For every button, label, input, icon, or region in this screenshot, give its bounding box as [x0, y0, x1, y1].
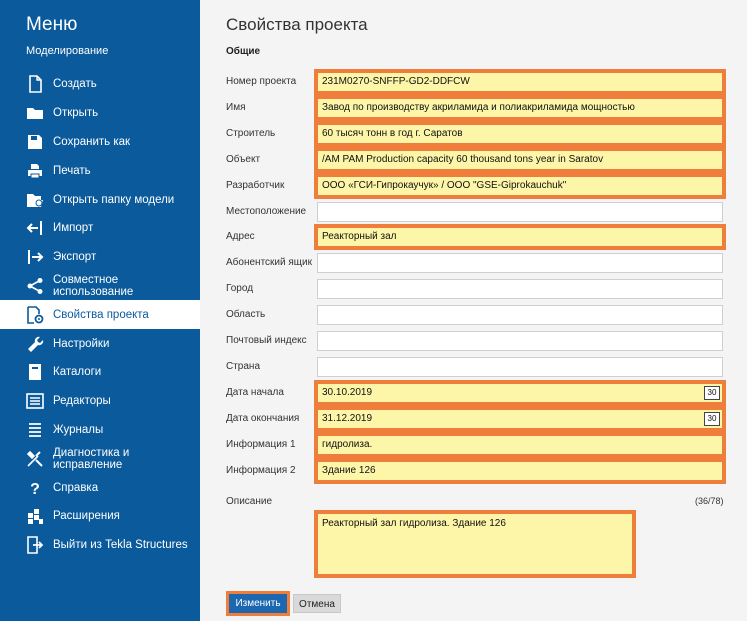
sidebar-item-label: Совместное использование: [53, 273, 134, 298]
sidebar-item-new-file[interactable]: [0, 70, 200, 99]
sidebar-item-exit[interactable]: [0, 531, 200, 560]
sidebar-item-project-properties[interactable]: [0, 300, 200, 329]
field-row: [226, 253, 726, 275]
export-icon: [26, 248, 44, 266]
sidebar-item-label: Печать: [53, 164, 91, 177]
wrench-icon: [26, 335, 44, 353]
extensions-icon: [26, 507, 44, 525]
field-row: [226, 435, 726, 457]
sidebar-item-label: Сохранить как: [53, 135, 131, 148]
new-file-icon: [26, 75, 44, 93]
sidebar-item-export[interactable]: [0, 243, 200, 272]
sidebar-item-label: Создать: [53, 78, 97, 91]
main-panel: [200, 0, 747, 621]
sidebar-item-logs[interactable]: [0, 416, 200, 445]
menu-subtitle: Моделирование: [26, 45, 109, 57]
sidebar-item-folder[interactable]: [0, 99, 200, 128]
description-textarea[interactable]: Реакторный зал гидролиза. Здание 126: [317, 513, 633, 575]
sidebar-item-label: Редакторы: [53, 395, 111, 408]
field-input[interactable]: [317, 253, 723, 273]
sidebar-item-label: Свойства проекта: [53, 308, 149, 321]
field-input[interactable]: [317, 409, 723, 429]
save-icon: [26, 133, 44, 151]
sidebar-item-label: Настройки: [53, 337, 110, 350]
folder-open-icon: [26, 191, 44, 209]
sidebar-item-label: Журналы: [53, 423, 104, 436]
field-row: [226, 72, 726, 94]
field-input[interactable]: [317, 98, 723, 118]
field-value: гидролиза.: [322, 438, 373, 450]
calendar-button[interactable]: 30: [704, 412, 720, 426]
field-row: [226, 383, 726, 405]
field-label: Имя: [226, 101, 246, 113]
field-input[interactable]: [317, 202, 723, 222]
sidebar-item-label: Открыть: [53, 107, 99, 120]
diagnostics-icon: [26, 450, 44, 468]
field-input[interactable]: [317, 435, 723, 455]
sidebar-item-help[interactable]: [0, 473, 200, 502]
field-label: Номер проекта: [226, 76, 297, 87]
field-label: Страна: [226, 360, 261, 372]
sidebar-item-label: Справка: [53, 481, 99, 494]
field-label: Дата окончания: [226, 412, 300, 424]
field-value: 31.12.2019: [322, 412, 373, 424]
field-value: /AM PAM Production capacity 60 thousand tons year in Saratov: [322, 153, 604, 165]
field-input[interactable]: [317, 383, 723, 403]
calendar-button[interactable]: 30: [704, 386, 720, 400]
field-input[interactable]: [317, 331, 723, 351]
sidebar-item-label: Открыть папку модели: [53, 193, 175, 206]
field-label: Почтовый индекс: [226, 335, 307, 346]
sidebar-item-label: Каталоги: [53, 366, 102, 379]
nav-list: [0, 70, 200, 560]
field-label: Строитель: [226, 127, 276, 139]
field-row: [226, 150, 726, 172]
change-button[interactable]: Изменить: [229, 594, 287, 613]
field-value: Реакторный зал: [322, 231, 397, 243]
sidebar-item-label: Расширения: [53, 510, 120, 523]
cancel-button[interactable]: Отмена: [293, 594, 341, 613]
svg-text:?: ?: [30, 480, 40, 497]
field-row: [226, 461, 726, 483]
field-input[interactable]: [317, 461, 723, 481]
field-row: [226, 279, 726, 301]
field-label: Объект: [226, 153, 261, 165]
field-row: [226, 409, 726, 431]
field-label: Разработчик: [226, 179, 285, 191]
field-value: 60 тысяч тонн в год г. Саратов: [322, 127, 463, 139]
field-label: Местоположение: [226, 205, 307, 217]
field-label: Дата начала: [226, 386, 284, 398]
field-row: [226, 98, 726, 120]
logs-icon: [26, 421, 44, 439]
sidebar-item-editors[interactable]: [0, 387, 200, 416]
sidebar-item-label: Экспорт: [53, 251, 97, 264]
sidebar-item-label: Выйти из Tekla Structures: [53, 539, 188, 552]
menu-title: Меню: [26, 14, 78, 35]
help-icon: [26, 479, 44, 497]
catalog-icon: [26, 363, 44, 381]
project-properties-icon: [26, 306, 44, 324]
field-value: 231M0270-SNFFP-GD2-DDFCW: [322, 76, 470, 87]
field-input[interactable]: [317, 124, 723, 144]
field-row: [226, 124, 726, 146]
field-label: Город: [226, 283, 254, 295]
field-value: Здание 126: [322, 464, 376, 476]
field-label: Область: [226, 309, 266, 321]
sidebar-item-label: Импорт: [53, 222, 94, 235]
field-label: Адрес: [226, 231, 255, 243]
field-input[interactable]: [317, 357, 723, 377]
folder-icon: [26, 104, 44, 122]
editors-icon: [26, 392, 44, 410]
share-icon: [26, 277, 44, 295]
sidebar-menu: [0, 0, 200, 621]
description-counter: (36/78): [695, 496, 724, 506]
field-input[interactable]: [317, 305, 723, 325]
field-value: 30.10.2019: [322, 386, 373, 398]
field-row: [226, 331, 726, 353]
sidebar-item-wrench[interactable]: [0, 329, 200, 358]
import-icon: [26, 219, 44, 237]
sidebar-item-save[interactable]: [0, 128, 200, 157]
field-value: Завод по производству акриламида и полиакриламида мощностью: [322, 101, 635, 113]
sidebar-item-folder-open[interactable]: [0, 185, 200, 214]
sidebar-item-diagnostics[interactable]: [0, 444, 200, 473]
sidebar-item-extensions[interactable]: [0, 502, 200, 531]
sidebar-item-label: Диагностика и исправление: [53, 446, 130, 471]
field-row: [226, 305, 726, 327]
field-input[interactable]: [317, 227, 723, 247]
field-label: Информация 2: [226, 464, 296, 476]
field-label: Абонентский ящик: [226, 257, 312, 269]
field-row: [226, 357, 726, 379]
field-input[interactable]: [317, 72, 723, 92]
sidebar-item-catalog[interactable]: [0, 358, 200, 387]
field-value: ООО «ГСИ-Гипрокаучук» / ООО "GSE-Giprokauchuk": [322, 179, 567, 191]
field-input[interactable]: [317, 150, 723, 170]
exit-icon: [26, 536, 44, 554]
description-label: Описание: [226, 496, 273, 507]
section-title: Общие: [226, 46, 261, 57]
page-title: Свойства проекта: [226, 15, 368, 34]
field-label: Информация 1: [226, 438, 296, 450]
sidebar-item-print[interactable]: [0, 156, 200, 185]
sidebar-item-share[interactable]: [0, 272, 200, 301]
sidebar-item-import[interactable]: [0, 214, 200, 243]
field-row: [226, 176, 726, 198]
print-icon: [26, 162, 44, 180]
field-input[interactable]: [317, 176, 723, 196]
field-row: [226, 202, 726, 224]
field-row: [226, 227, 726, 249]
field-input[interactable]: [317, 279, 723, 299]
